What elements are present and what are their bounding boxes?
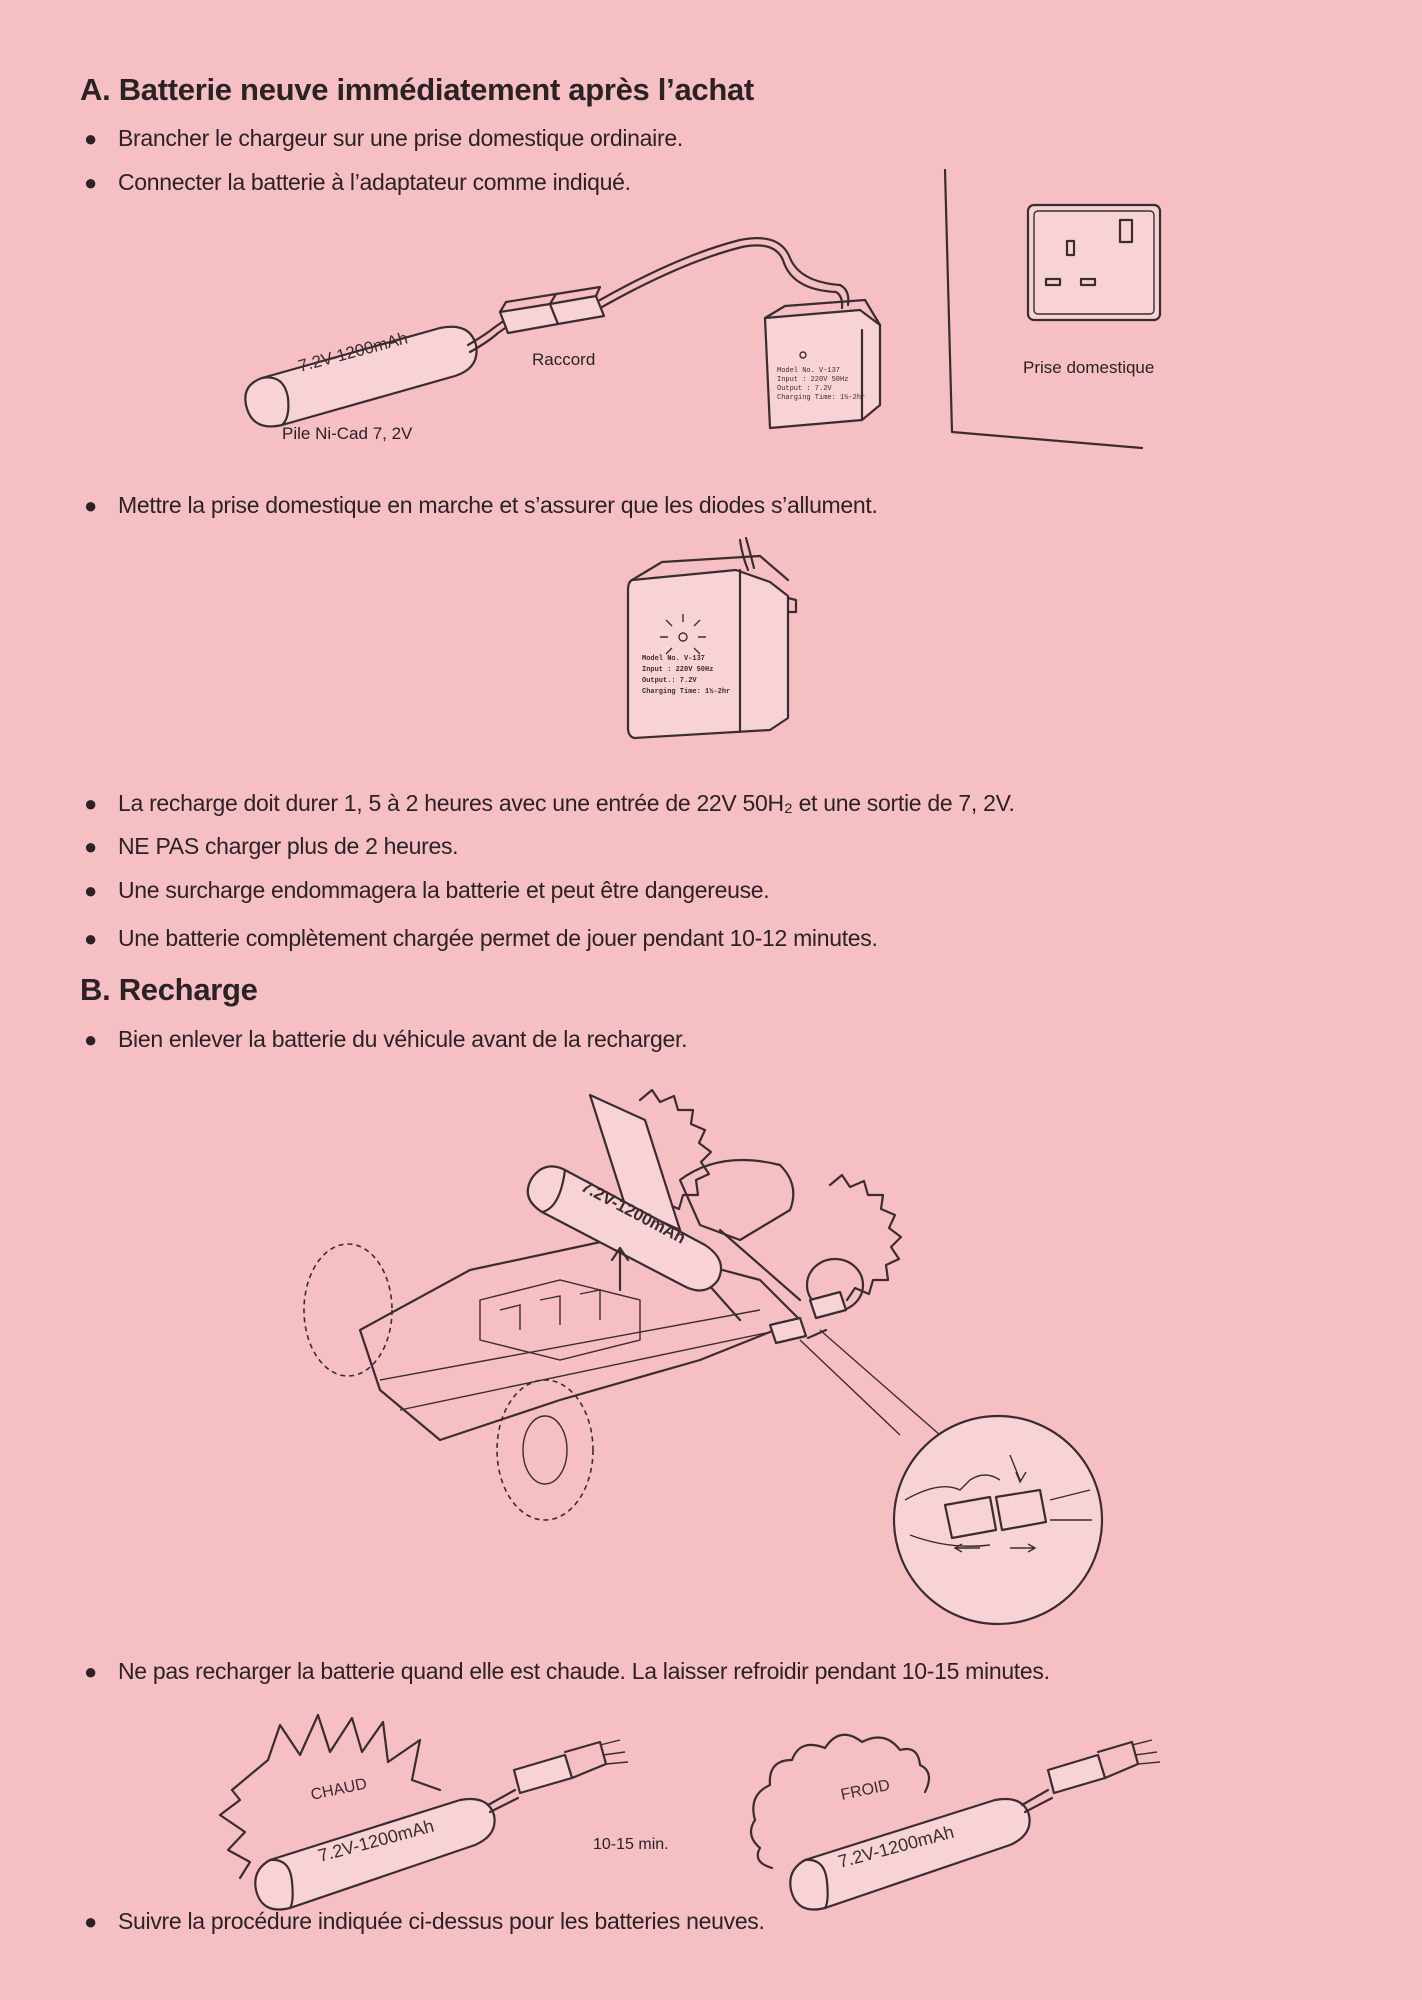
outlet-caption: Prise domestique [1023,358,1155,377]
bullet-dot: ● [84,791,97,816]
connector-caption: Raccord [532,350,596,369]
bullet-dot: ● [84,170,97,195]
bullet-text: NE PAS charger plus de 2 heures. [118,833,459,859]
bullet-text: Connecter la batterie à l’adaptateur comme indiqué. [118,169,631,195]
bullet-text: Suivre la procédure indiquée ci-dessus pour les batteries neuves. [118,1908,765,1934]
charger-plate-line: Model No. V-137 [642,655,706,663]
wait-time-label: 10-15 min. [593,1836,669,1853]
bullet-text: Mettre la prise domestique en marche et s’assurer que les diodes s’allument. [118,492,878,518]
bullet-text: Brancher le chargeur sur une prise domestique ordinaire. [118,125,683,151]
bullet-text: Ne pas recharger la batterie quand elle est chaude. La laisser refroidir pendant 10-15 minutes. [118,1658,1050,1684]
charger-plate-line: Charging Time: 1½-2hr [642,688,731,696]
bullet-dot: ● [84,834,97,859]
bullet-dot: ● [84,926,97,951]
hot-battery-label: 7.2V-1200mAh [315,1815,437,1866]
bullet-dot: ● [84,1027,97,1052]
charger-plate-line: Output.: 7.2V [642,677,697,685]
bullet-dot: ● [84,126,97,151]
charger-plate-line: Model No. V-137 [777,367,841,375]
bullet-text: Bien enlever la batterie du véhicule avant de la recharger. [118,1026,688,1052]
bullet-dot: ● [84,1659,97,1684]
bullet-b3 [84,1908,765,1935]
charger-plate-line: Input : 220V 50Hz [642,666,714,674]
battery-label: 7.2V-1200mAh [296,328,410,376]
section-a-heading: A. Batterie neuve immédiatement après l’achat [80,72,754,107]
bullet-text: La recharge doit durer 1, 5 à 2 heures avec une entrée de 22V 50H₂ et une sortie de 7, 2V. [118,790,1015,816]
cold-battery [790,1799,1029,1910]
hot-burst [232,1715,440,1790]
hot-label: CHAUD [309,1775,369,1804]
section-b-heading: B. Recharge [80,972,258,1007]
car-battery-label: 7.2V-1200mAh [578,1176,689,1248]
cold-battery-label: 7.2V-1200mAh [835,1821,957,1872]
cold-cloud [753,1735,929,1820]
charger-plate-line: Output : 7.2V [777,385,832,393]
charger-plate-line: Charging Time: 1½-2hr [777,394,866,402]
bullet-text: Une batterie complètement chargée permet de jouer pendant 10-12 minutes. [118,925,878,951]
bullet-dot: ● [84,1909,97,1934]
hot-battery [255,1799,494,1910]
bullet-dot: ● [84,493,97,518]
cold-label: FROID [839,1776,892,1804]
charger-plate-line: Input : 220V 50Hz [777,376,849,384]
battery-caption: Pile Ni-Cad 7, 2V [282,424,413,443]
bullet-text: Une surcharge endommagera la batterie et peut être dangereuse. [118,877,770,903]
bullet-dot: ● [84,878,97,903]
